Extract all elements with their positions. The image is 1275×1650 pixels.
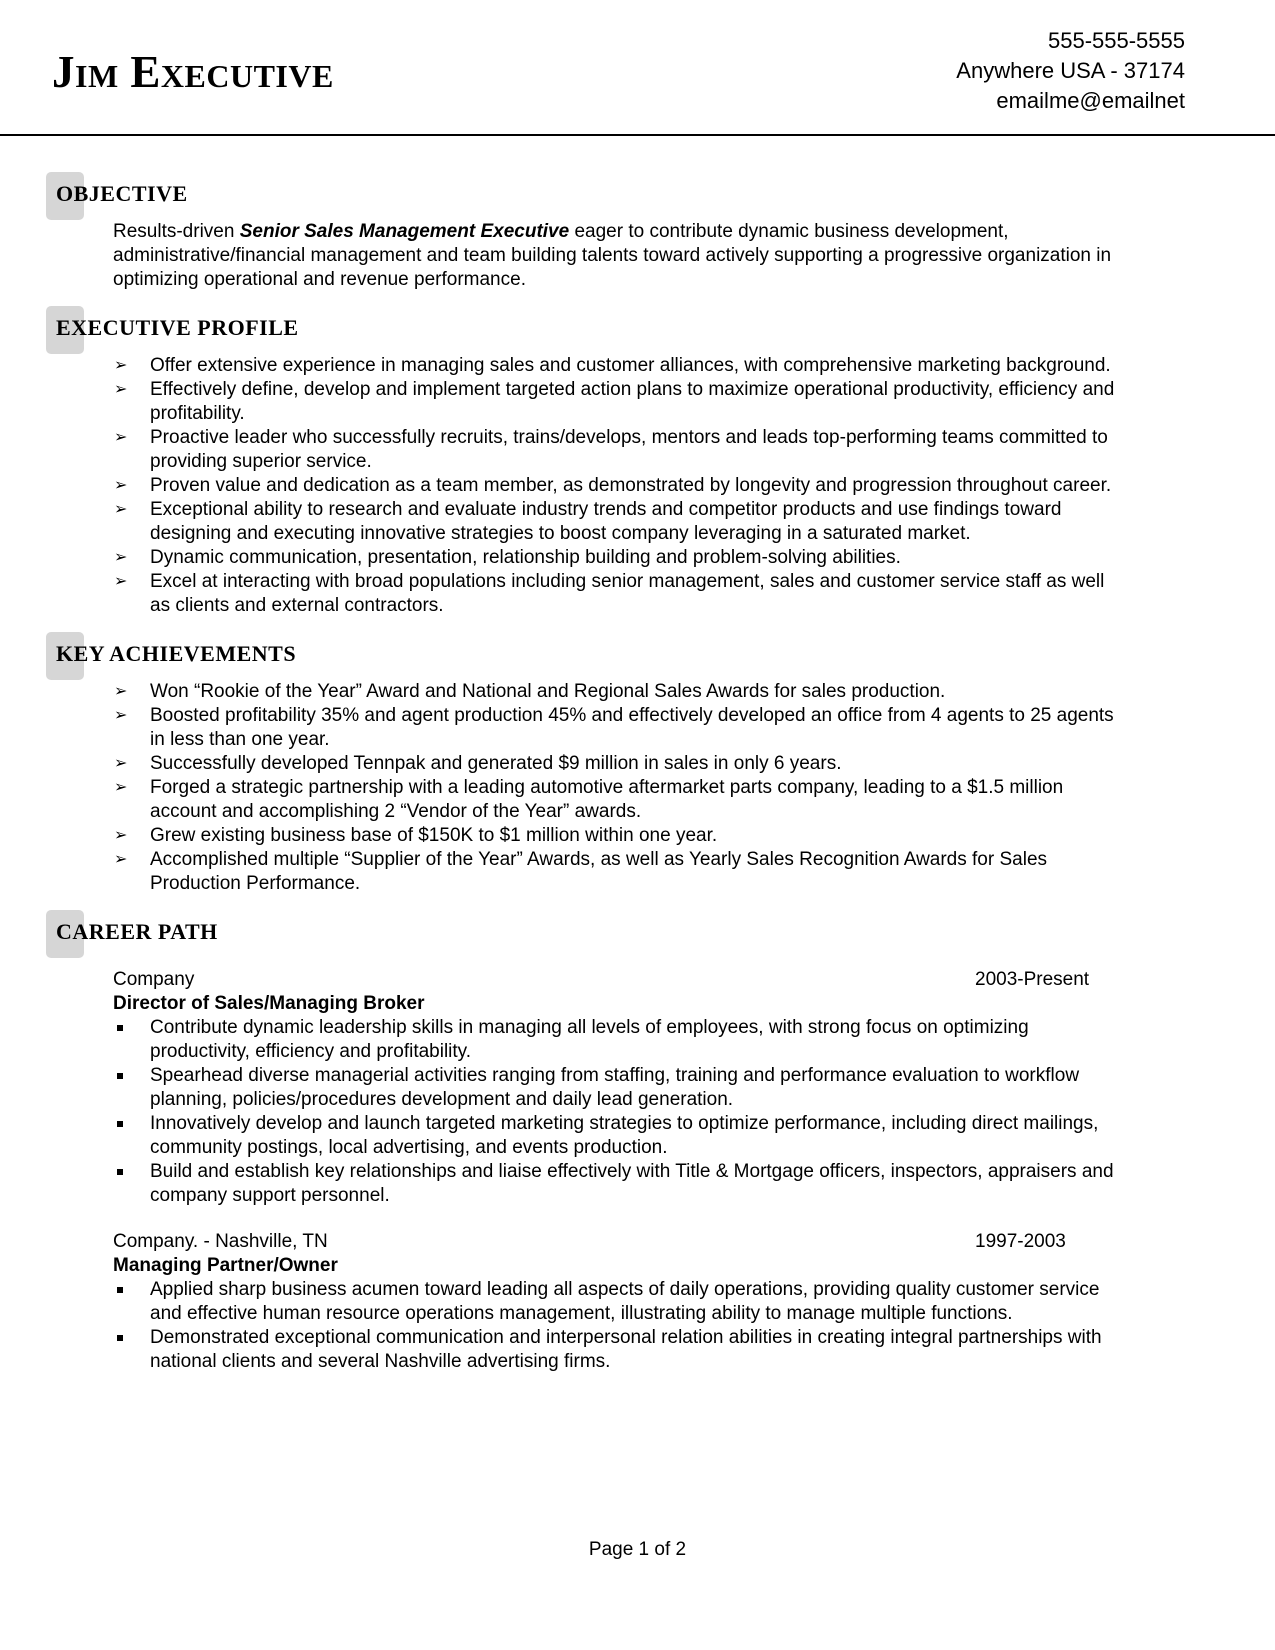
job-role: Director of Sales/Managing Broker bbox=[113, 993, 425, 1014]
arrow-bullet-icon: ➢ bbox=[114, 573, 128, 590]
list-item bbox=[114, 704, 1125, 752]
list-item-text: Applied sharp business acumen toward leading all aspects of daily operations, providing quality customer service and effective human resource operations management, illustrating ability to manage multiple functions. bbox=[150, 1279, 1100, 1324]
list-item-text: Successfully developed Tennpak and generated $9 million in sales in only 6 years. bbox=[150, 753, 842, 774]
list-item bbox=[114, 848, 1125, 896]
list-item-text: Grew existing business base of $150K to $1 million within one year. bbox=[150, 825, 718, 846]
location: Anywhere USA - 37174 bbox=[956, 58, 1185, 83]
section-title-achievements: KEY ACHIEVEMENTS bbox=[56, 641, 297, 666]
job-role: Managing Partner/Owner bbox=[113, 1255, 338, 1276]
list-item-text: Dynamic communication, presentation, relationship building and problem-solving abilities. bbox=[150, 547, 901, 568]
list-item bbox=[114, 474, 1125, 498]
list-item-text: Proactive leader who successfully recruits, trains/develops, mentors and leads top-performing teams committed to providing superior service. bbox=[150, 427, 1108, 472]
list-item bbox=[150, 1326, 1125, 1374]
list-item bbox=[114, 498, 1125, 546]
job-duties-list bbox=[0, 1278, 1275, 1374]
list-item-text: Excel at interacting with broad populations including senior management, sales and customer service staff as well as clients and external contractors. bbox=[150, 571, 1105, 616]
square-bullet-icon bbox=[117, 1169, 123, 1175]
list-item bbox=[150, 1160, 1125, 1208]
arrow-bullet-icon: ➢ bbox=[114, 381, 128, 398]
list-item bbox=[114, 776, 1125, 824]
list-item-text: Spearhead diverse managerial activities ranging from staffing, training and performance evaluation to workflow planning, policies/procedures development and daily lead generation. bbox=[150, 1065, 1080, 1110]
arrow-bullet-icon: ➢ bbox=[114, 683, 128, 700]
job-company: Company bbox=[113, 969, 195, 990]
executive-profile-section bbox=[0, 306, 1275, 618]
objective-text-lead: Results-driven bbox=[113, 221, 240, 242]
profile-list bbox=[0, 354, 1275, 618]
list-item bbox=[114, 546, 1125, 570]
section-title-profile: EXECUTIVE PROFILE bbox=[56, 315, 299, 340]
objective-section bbox=[0, 172, 1275, 292]
list-item bbox=[150, 1278, 1125, 1326]
page-number: Page 1 of 2 bbox=[588, 1539, 687, 1560]
candidate-name: Jim Executive bbox=[52, 47, 334, 97]
square-bullet-icon bbox=[117, 1121, 123, 1127]
arrow-bullet-icon: ➢ bbox=[114, 477, 128, 494]
list-item bbox=[150, 1112, 1125, 1160]
list-item-text: Build and establish key relationships and liaise effectively with Title & Mortgage officers, inspectors, appraisers and company support personnel. bbox=[150, 1161, 1114, 1206]
list-item-text: Forged a strategic partnership with a leading automotive aftermarket parts company, leading to a $1.5 million account and accomplishing 2 “Vendor of the Year” awards. bbox=[150, 777, 1064, 822]
arrow-bullet-icon: ➢ bbox=[114, 429, 128, 446]
email-address: emailme@emailnet bbox=[996, 88, 1185, 113]
career-path-section bbox=[0, 910, 1275, 1374]
job-entry bbox=[0, 968, 1275, 1208]
list-item bbox=[114, 824, 1125, 848]
list-item-text: Offer extensive experience in managing sales and customer alliances, with comprehensive marketing background. bbox=[150, 355, 1111, 376]
job-dates: 2003-Present bbox=[975, 969, 1090, 990]
list-item-text: Won “Rookie of the Year” Award and National and Regional Sales Awards for sales production. bbox=[150, 681, 946, 702]
square-bullet-icon bbox=[117, 1335, 123, 1341]
square-bullet-icon bbox=[117, 1073, 123, 1079]
section-title-career: CAREER PATH bbox=[56, 919, 218, 944]
resume-body bbox=[0, 172, 1275, 1374]
phone-number: 555-555-5555 bbox=[1047, 28, 1185, 53]
arrow-bullet-icon: ➢ bbox=[114, 779, 128, 796]
arrow-bullet-icon: ➢ bbox=[114, 357, 128, 374]
job-header bbox=[113, 1230, 1113, 1254]
list-item bbox=[114, 752, 1125, 776]
arrow-bullet-icon: ➢ bbox=[114, 755, 128, 772]
arrow-bullet-icon: ➢ bbox=[114, 827, 128, 844]
job-entry bbox=[0, 1230, 1275, 1374]
arrow-bullet-icon: ➢ bbox=[114, 851, 128, 868]
list-item-text: Proven value and dedication as a team member, as demonstrated by longevity and progression throughout career. bbox=[150, 475, 1112, 496]
contact-info bbox=[956, 26, 1185, 116]
key-achievements-section bbox=[0, 632, 1275, 896]
list-item-text: Effectively define, develop and implement targeted action plans to maximize operational productivity, efficiency and profitability. bbox=[150, 379, 1115, 424]
list-item-text: Accomplished multiple “Supplier of the Year” Awards, as well as Yearly Sales Recognition Awards for Sales Production Performance. bbox=[150, 849, 1048, 894]
list-item bbox=[150, 1016, 1125, 1064]
section-heading bbox=[0, 172, 1275, 220]
objective-text-rest: eager to contribute dynamic business development, administrative/financial management and team building talents toward actively supporting a progressive organization in optimizing operational and revenue performance. bbox=[113, 221, 1112, 290]
list-item-text: Innovatively develop and launch targeted marketing strategies to optimize performance, including direct mailings, community postings, local advertising, and events production. bbox=[150, 1113, 1099, 1158]
list-item bbox=[114, 570, 1125, 618]
list-item bbox=[114, 426, 1125, 474]
list-item-text: Boosted profitability 35% and agent production 45% and effectively developed an office from 4 agents to 25 agents in less than one year. bbox=[150, 705, 1114, 750]
square-bullet-icon bbox=[117, 1025, 123, 1031]
arrow-bullet-icon: ➢ bbox=[114, 549, 128, 566]
section-heading bbox=[0, 306, 1275, 354]
job-company: Company. - Nashville, TN bbox=[113, 1231, 328, 1252]
objective-text bbox=[113, 220, 1123, 292]
list-item-text: Exceptional ability to research and evaluate industry trends and competitor products and use findings toward designing and executing innovative strategies to boost company leveraging in a saturated market. bbox=[150, 499, 1062, 544]
square-bullet-icon bbox=[117, 1287, 123, 1293]
list-item bbox=[150, 1064, 1125, 1112]
job-dates: 1997-2003 bbox=[975, 1231, 1066, 1252]
job-duties-list bbox=[0, 1016, 1275, 1208]
objective-emphasis: Senior Sales Management Executive bbox=[239, 221, 570, 242]
section-title-objective: OBJECTIVE bbox=[56, 181, 188, 206]
list-item-text: Contribute dynamic leadership skills in managing all levels of employees, with strong focus on optimizing productivity, efficiency and profitability. bbox=[150, 1017, 1029, 1062]
list-item bbox=[114, 354, 1125, 378]
achievements-list bbox=[0, 680, 1275, 896]
list-item bbox=[114, 680, 1125, 704]
list-item-text: Demonstrated exceptional communication and interpersonal relation abilities in creating integral partnerships with national clients and several Nashville advertising firms. bbox=[150, 1327, 1102, 1372]
arrow-bullet-icon: ➢ bbox=[114, 707, 128, 724]
list-item bbox=[114, 378, 1125, 426]
job-header bbox=[113, 968, 1113, 992]
section-heading bbox=[0, 632, 1275, 680]
arrow-bullet-icon: ➢ bbox=[114, 501, 128, 518]
section-heading bbox=[0, 910, 1275, 958]
header-divider bbox=[0, 134, 1275, 136]
resume-header bbox=[0, 0, 1275, 136]
